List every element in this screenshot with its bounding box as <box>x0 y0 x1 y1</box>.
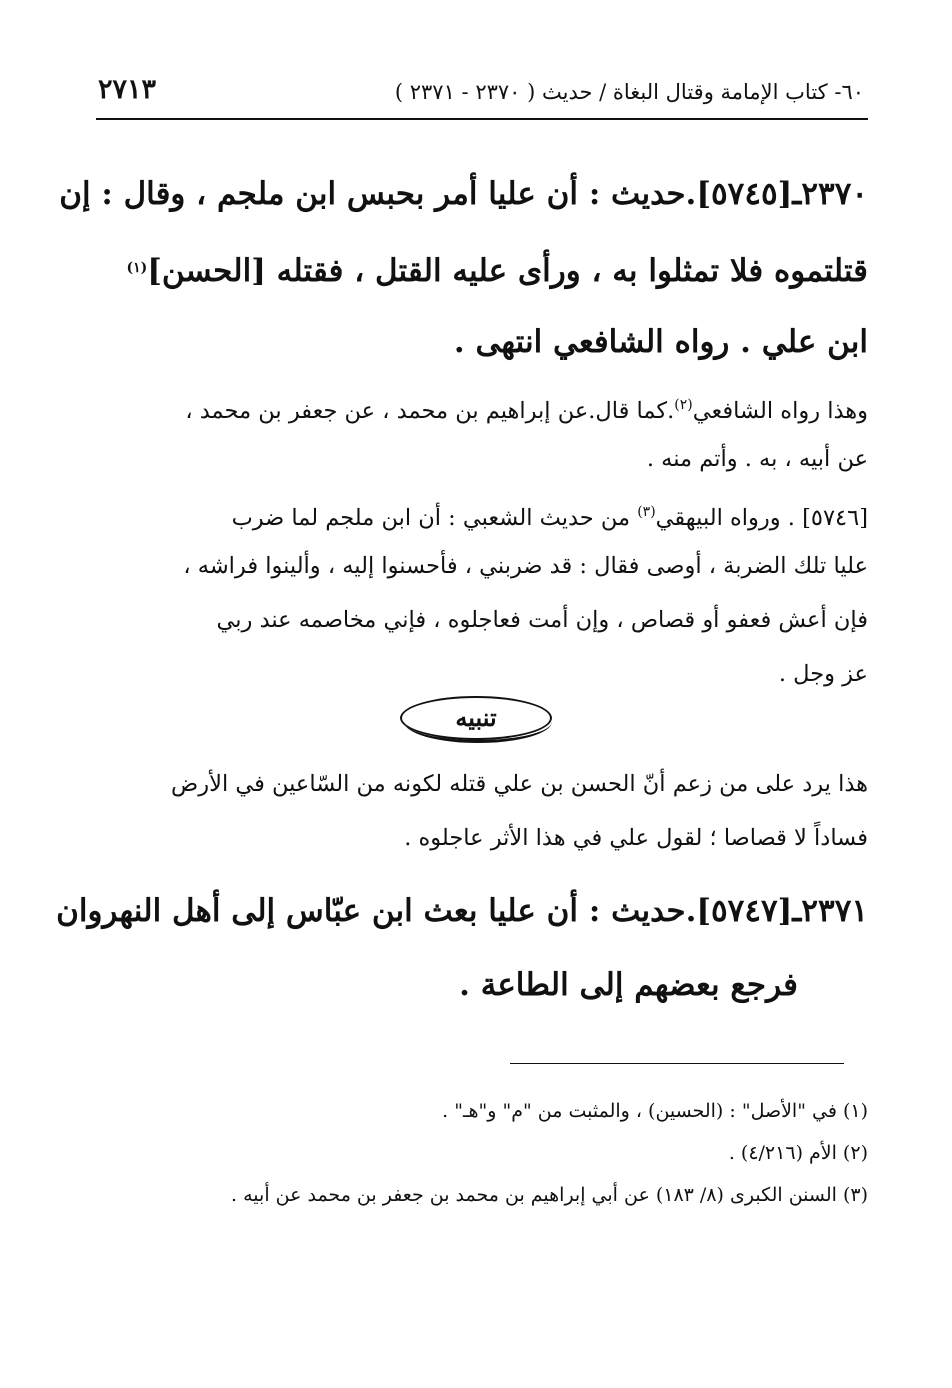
page-header <box>96 66 868 120</box>
hadith-2370-line-3: ابن علي . رواه الشافعي انتهى . <box>453 324 868 360</box>
hadith-2370-line-1: ٢٣٧٠ـ[٥٧٤٥].حديث : أن عليا أمر بحبس ابن ملجم ، وقال : إن <box>59 176 868 212</box>
footnote-2: (٢) الأم (٤/٢١٦) . <box>728 1142 868 1164</box>
paragraph-line: عز وجل . <box>778 661 868 687</box>
paragraph-line: فساداً لا قصاصا ؛ لقول علي في هذا الأثر عاجلوه . <box>404 825 868 851</box>
paragraph-line: عن أبيه ، به . وأتم منه . <box>646 446 868 472</box>
footnote-marker-3[interactable]: (٣) <box>637 504 656 520</box>
footnote-marker-1[interactable]: (١) <box>126 260 148 276</box>
footnotes <box>100 1090 868 1216</box>
hadith-2371-line-1: ٢٣٧١ـ[٥٧٤٧].حديث : أن عليا بعث ابن عبّاس إلى أهل النهروان <box>56 893 868 929</box>
hadith-2371-line-2: فرجع بعضهم إلى الطاعة . <box>459 967 798 1003</box>
hadith-2371 <box>56 874 868 1022</box>
paragraph-line: هذا يرد على من زعم أنّ الحسن بن علي قتله لكونه من السّاعين في الأرض <box>171 771 868 797</box>
notice-heading <box>400 696 552 742</box>
hadith-2370 <box>59 157 868 379</box>
paragraph-line: عليا تلك الضربة ، أوصى فقال : قد ضربني ، فأحسنوا إليه ، وألينوا فراشه ، <box>183 553 868 579</box>
notice-title: تنبيه <box>400 696 552 740</box>
footnote-separator <box>510 1063 844 1064</box>
running-title: ٦٠- كتاب الإمامة وقتال البغاة / حديث ( ٢٣٧٠ - ٢٣٧١ ) <box>394 80 864 104</box>
paragraph-bayhaqi <box>92 485 868 701</box>
footnote-3: (٣) السنن الكبرى (٨/ ١٨٣) عن أبي إبراهيم بن محمد بن جعفر بن محمد عن أبيه . <box>231 1184 868 1206</box>
hadith-2370-line-2: قتلتموه فلا تمثلوا به ، ورأى عليه القتل ، فقتله [الحسن]$^{(١)}$ <box>126 253 868 289</box>
footnote-1: (١) في "الأصل" : (الحسين) ، والمثبت من "م" و"هـ" . <box>442 1100 868 1122</box>
page-number: ٢٧١٣ <box>98 74 157 105</box>
paragraph-line: وهذا رواه الشافعي$^{(٢)}$.كما قال.عن إبراهيم بن محمد ، عن جعفر بن محمد ، <box>185 397 868 424</box>
paragraph-line: [٥٧٤٦] . ورواه البيهقي$^{(٣)}$ من حديث الشعبي : أن ابن ملجم لما ضرب <box>231 504 868 531</box>
paragraph-shafii <box>92 378 868 486</box>
notice-text <box>92 757 868 865</box>
footnote-marker-2[interactable]: (٢) <box>674 397 693 413</box>
paragraph-line: فإن أعش فعفو أو قصاص ، وإن أمت فعاجلوه ، فإني مخاصمه عند ربي <box>216 607 868 633</box>
